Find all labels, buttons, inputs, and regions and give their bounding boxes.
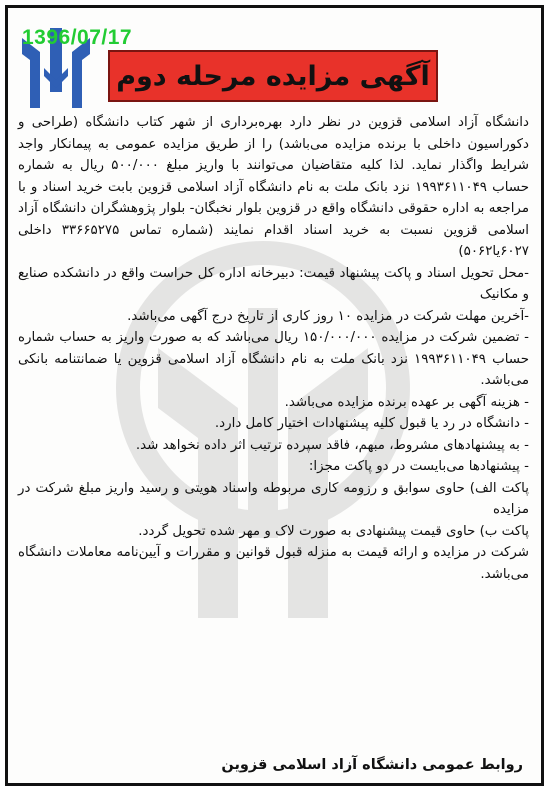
conditional-offers-item: - به پیشنهادهای مشروط، مبهم، فاقد سپرده ترتیب اثر داده نخواهد شد.	[135, 437, 529, 453]
acceptance-item: شرکت در مزایده و ارائه قیمت به منزله قبول قوانین و مقررات و آیین‌نامه معاملات دانشگاه می‌باشد.	[18, 545, 529, 582]
deadline-item: -آخرین مهلت شرکت در مزایده ۱۰ روز کاری از تاریخ درج آگهی می‌باشد.	[127, 308, 529, 324]
intro-paragraph: دانشگاه آزاد اسلامی قزوین در نظر دارد بهره‌برداری از شهر کتاب دانشگاه (طراحی و دکوراسیون داخلی با برنده مزایده می‌باشد) را از طریق مزایده عمومی به پیمانکار واجد شرایط واگذار نماید. لذا کلیه متقاضیان می‌توانند با واریز مبلغ ۵۰۰/۰۰۰ ریال به شماره حساب ۱۹۹۳۶۱۱۰۴۹ نزد بانک ملت به نام دانشگاه آزاد اسلامی قزوین بابت خرید اسناد و با مراجعه به اداره حقوقی دانشگاه واقع در قزوین بلوار نخبگان- بلوار پژوهشگران دانشگاه آزاد اسلامی قزوین نسبت به خرید اسناد اقدام نمایند (شماره تماس ۳۳۶۶۵۲۷۵ داخلی ۶۰۲۷یا۵۰۶۲)	[18, 115, 530, 259]
envelope-b-item: پاکت ب) حاوی قیمت پیشنهادی به صورت لاک و مهر شده تحویل گردد.	[138, 523, 529, 539]
advertisement	[5, 5, 544, 786]
title-banner	[108, 50, 438, 102]
guarantee-item: - تضمین شرکت در مزایده ۱۵۰/۰۰۰/۰۰۰ ریال می‌باشد که به صورت واریز به حساب شماره حساب ۱۹۹۳۶۱۱۰۴۹ نزد بانک ملت به نام دانشگاه آزاد اسلامی قزوین یا ضمانتنامه بانکی می‌باشد.	[18, 330, 529, 388]
two-envelopes-item: - پیشنهادها می‌بایست در دو پاکت مجزا:	[308, 459, 529, 474]
envelope-a-item: پاکت الف) حاوی سوابق و رزومه کاری مربوطه واسناد هویتی و رسید واریز مبلغ شرکت در مزایده	[18, 480, 529, 517]
rejection-right-item: - دانشگاه در رد یا قبول کلیه پیشنهادات اختیار کامل دارد.	[214, 416, 529, 431]
ad-cost-item: - هزینه آگهی بر عهده برنده مزایده می‌باشد.	[284, 394, 529, 410]
ad-body	[18, 112, 529, 585]
signature: روابط عمومی دانشگاه آزاد اسلامی قزوین	[221, 757, 523, 773]
delivery-location-item: -محل تحویل اسناد و پاکت پیشنهاد قیمت: دبیرخانه اداره کل حراست واقع در دانشکده صنایع و مکانیک	[18, 265, 529, 302]
publication-date: 1396/07/17	[22, 26, 133, 49]
ad-title: آگهی مزایده مرحله دوم	[116, 60, 430, 92]
